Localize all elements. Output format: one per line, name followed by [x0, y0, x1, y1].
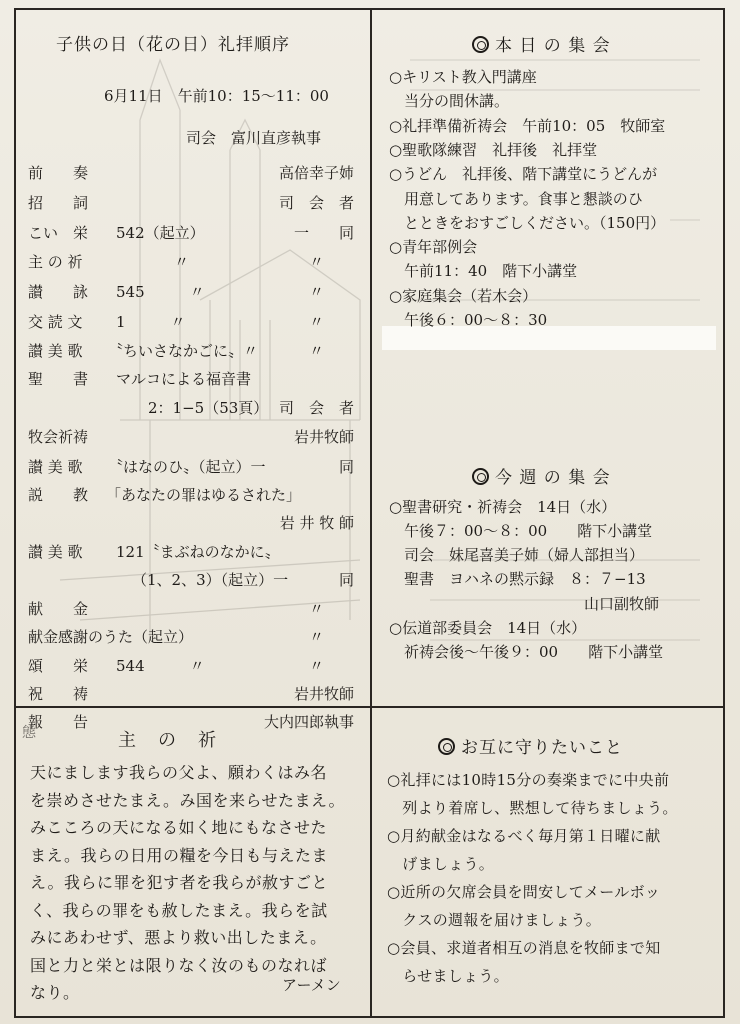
order-detail: 〝ちいさなかごに〟〃 [108, 342, 259, 360]
order-item: 招 詞 [28, 194, 89, 212]
mutual-list [387, 766, 719, 990]
list-item: 午前11：40 階下小講堂 [389, 262, 578, 280]
prayer-line: みこころの天になる如く地にもなさせた [30, 818, 328, 837]
list-item: ○礼拝には10時15分の奏楽までに中央前 [387, 771, 670, 789]
column-divider [370, 8, 372, 1018]
order-person: 〃 [308, 342, 324, 360]
list-item: ○会員、求道者相互の消息を牧師まで知 [387, 939, 661, 957]
order-item: 讃 美 歌 [28, 458, 83, 476]
list-item: 当分の間休講。 [389, 92, 510, 110]
list-item: らせましょう。 [387, 967, 509, 985]
prayer-line: 国と力と栄とは限りなく汝のものなれば [30, 955, 328, 975]
order-detail: 〃 [174, 253, 190, 271]
mutual-title [438, 738, 623, 757]
order-person: 岩井牧師 [293, 428, 354, 446]
order-detail: 542（起立） [116, 224, 205, 242]
order-person: 岩井牧師 [293, 685, 354, 703]
order-item: 讃 詠 [28, 283, 89, 301]
prayer-line: まえ。我らの日用の糧を今日も与えたま [30, 845, 328, 865]
prayer-line: を崇めさせたまえ。み国を来らせたまえ。 [30, 790, 345, 810]
order-person: 〃 [308, 313, 324, 331]
scripture-person: 司 会 者 [278, 399, 354, 417]
order-date: 6月11日 午前10：15〜11：00 [104, 87, 329, 105]
order-item: こい 栄 [28, 224, 89, 242]
double-circle-icon [472, 468, 489, 485]
list-item: 列より着席し、黙想して待ちましょう。 [387, 799, 678, 817]
double-circle-icon [438, 738, 455, 755]
order-item: 牧会祈祷 [28, 428, 89, 446]
order-person: 〃 [308, 628, 324, 646]
order-person: 〃 [308, 253, 324, 271]
white-patch [382, 326, 716, 350]
order-detail: 544 〃 [116, 657, 205, 675]
prayer-text [30, 759, 360, 1007]
order-detail: 〝はなのひ〟（起立）一 [108, 458, 266, 476]
order-person: 同 [338, 571, 354, 589]
order-item: 祝 祷 [28, 685, 89, 703]
prayer-line: 天にまします我らの父よ、願わくはみ名 [30, 763, 328, 782]
double-circle-icon [472, 36, 489, 53]
order-person: 〃 [308, 283, 324, 301]
sermon-title: 「あなたの罪はゆるされた」 [106, 486, 302, 504]
order-person: 同 [338, 458, 354, 476]
margin-mark: 態 [22, 725, 36, 741]
prayer-line: え。我らに罪を犯す者を我らが赦すごと [30, 873, 328, 892]
order-item: 聖 書 [28, 370, 89, 388]
order-person: 大内四郎執事 [263, 713, 354, 731]
order-person: 司 会 者 [278, 194, 354, 212]
order-detail: 1 〃 [116, 313, 186, 331]
list-item: げましょう。 [387, 855, 495, 873]
order-item: 報 告 [28, 713, 89, 731]
list-item: 山口副牧師 [584, 595, 660, 613]
prayer-title: 主 の 祈 [118, 730, 218, 751]
left-section-divider [14, 706, 371, 708]
order-item: 説 教 [28, 486, 89, 504]
list-item: ○聖歌隊練習 礼拝後 礼拝堂 [389, 141, 598, 159]
list-item: ○近所の欠席会員を問安してメールボッ [387, 883, 661, 901]
prayer-line: みにあわせず、悪より救い出したまえ。 [30, 928, 327, 947]
list-item: 司会 妹尾喜美子姉（婦人部担当） [389, 546, 645, 564]
order-item: 献金感謝のうた（起立） [28, 628, 194, 646]
list-item: ○キリスト教入門講座 [389, 68, 537, 86]
list-item: ○月約献金はなるべく毎月第１日曜に献 [387, 827, 661, 845]
scripture-ref: 2：1−5（53頁） [148, 399, 269, 417]
order-item: 前 奏 [28, 164, 89, 182]
prayer-line: なり。 [30, 983, 80, 1002]
today-title [472, 36, 611, 55]
mutual-title-text: お互に守りたいこと [461, 738, 623, 758]
order-person: 〃 [308, 600, 324, 618]
order-item: 讃 美 歌 [28, 342, 83, 360]
order-title: 子供の日（花の日）礼拝順序 [56, 35, 290, 55]
list-item: ○聖書研究・祈祷会 14日（水） [389, 498, 617, 516]
order-item: 讃 美 歌 [28, 543, 83, 561]
today-title-text: 本 日 の 集 会 [495, 36, 611, 56]
prayer-line: く、我らの罪をも赦したまえ。我らを試 [30, 900, 328, 920]
list-item: ○うどん 礼拝後、階下講堂にうどんが [389, 165, 658, 183]
order-person: 高倍幸子姉 [278, 164, 354, 182]
list-item: ○礼拝準備祈祷会 午前10：05 牧師室 [389, 117, 666, 135]
list-item: クスの週報を届けましょう。 [387, 911, 602, 929]
order-item: 交 読 文 [28, 313, 83, 331]
list-item: ○伝道部委員会 14日（水） [389, 619, 587, 637]
order-detail: 121〝まぶねのなかに〟 [116, 543, 280, 561]
list-item: ○青年部例会 [389, 238, 478, 256]
order-detail: 545 〃 [116, 283, 205, 301]
list-item: 用意してあります。食事と懇談のひ [389, 190, 643, 208]
order-presider: 司会 富川直彦執事 [186, 129, 322, 147]
list-item: 聖書 ヨハネの黙示録 ８：７−13 [389, 570, 646, 588]
list-item: とときをおすごしください。（150円） [389, 214, 666, 232]
order-person: 一 同 [293, 224, 354, 242]
week-title [472, 468, 611, 487]
list-item: 午後６：00〜８：30 [389, 311, 548, 329]
order-person: 岩 井 牧 師 [279, 514, 354, 532]
order-person: 〃 [308, 657, 324, 675]
order-item: 主 の 祈 [28, 253, 83, 271]
list-item: 午後７：00〜８：00 階下小講堂 [389, 522, 653, 540]
order-detail: マルコによる福音書 [116, 370, 252, 388]
list-item: 祈祷会後〜午後９：00 階下小講堂 [389, 643, 664, 661]
prayer-amen: アーメン [282, 976, 341, 994]
list-item: ○家庭集会（若木会） [389, 287, 538, 305]
week-title-text: 今 週 の 集 会 [495, 468, 611, 488]
order-item: 献 金 [28, 600, 89, 618]
right-section-divider [370, 706, 723, 708]
order-detail: （1、2、3）（起立）一 [132, 571, 289, 589]
order-item: 頌 栄 [28, 657, 89, 675]
